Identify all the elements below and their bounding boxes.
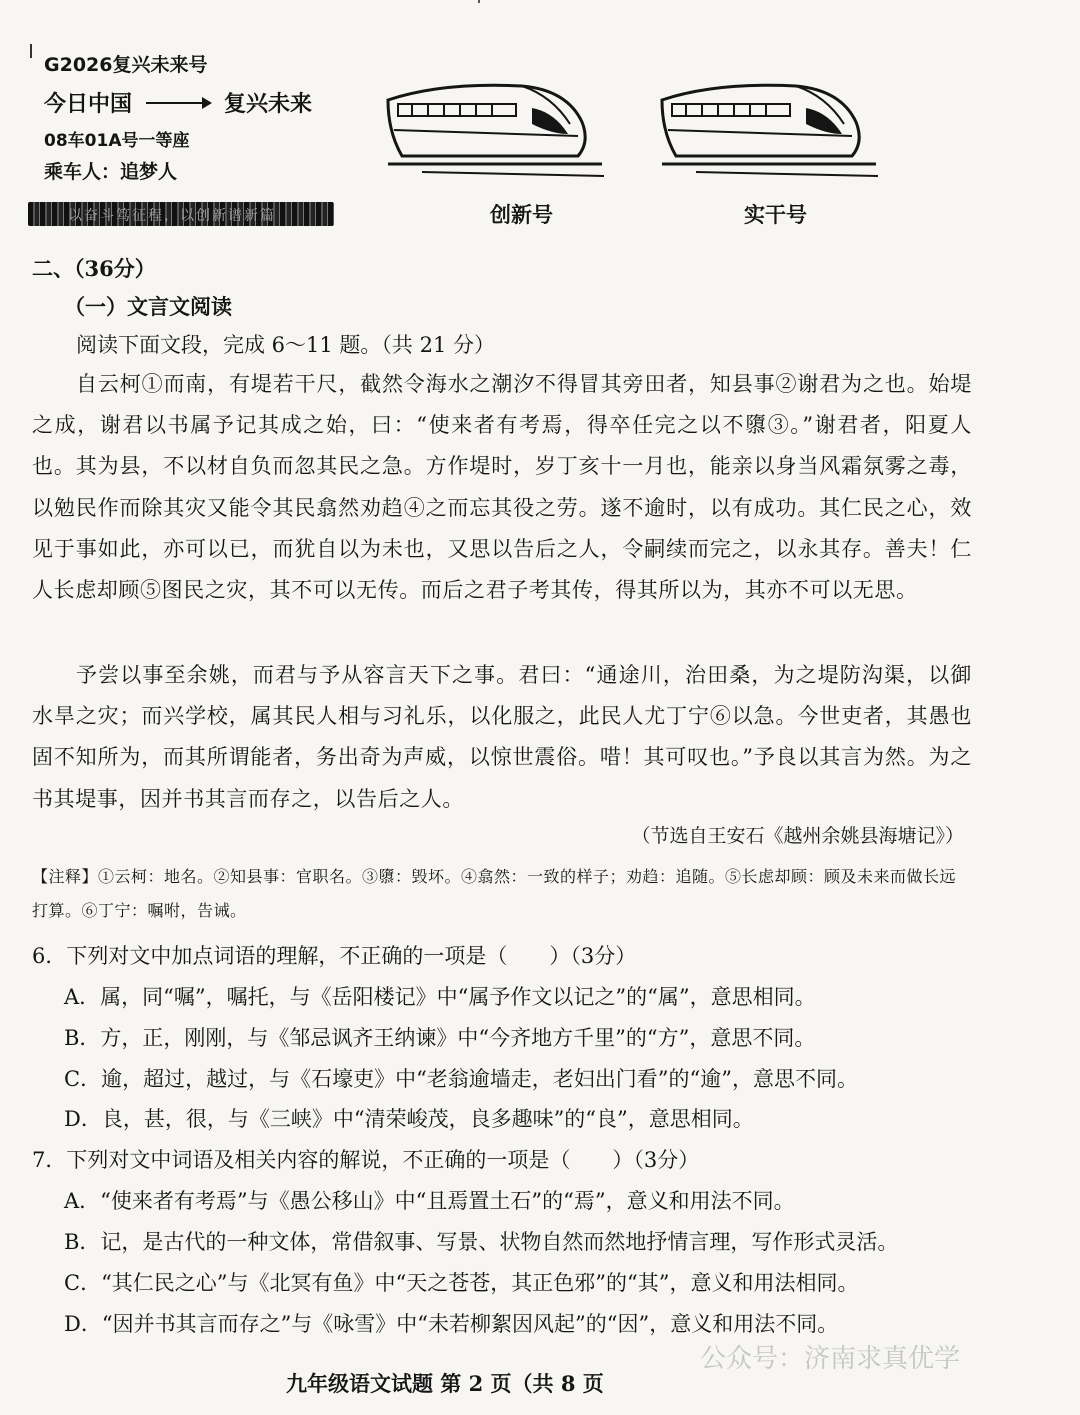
annotations: 【注释】①云柯：地名。②知县事：官职名。③隳：毁坏。④翕然：一致的样子；劝趋：追随。⑤长虑却顾：顾及未来而做长远打算。⑥丁宁：嘱咐，告诫。 <box>32 867 957 920</box>
passage-paragraph-1: 自云柯①而南，有堤若干尺，截然令海水之潮汐不得冒其旁田者，知县事②谢君为之也。始堤之成，谢君以书属予记其成之始，曰：“使来者有考焉，得卒任完之以不隳③。”谢君者，阳夏人也。其为县，不以材自负而忽其民之急。方作堤时，岁丁亥十一月也，能亲以身当风霜氛雾之毒，以勉民作而除其灾又能令其民翕然劝趋④之而忘其役之劳。遂不逾时，以有成功。其仁民之心，效见于事如此，亦可以已，而犹自以为未也，又思以告后之人，令嗣续而完之，以永其存。善夫！仁人长虑却顾⑤图民之灾，其不可以无传。而后之君子考其传，得其所以为，其亦不可以无思。 <box>32 372 972 603</box>
corner-mark <box>30 44 32 58</box>
section-title: 二、（36分） <box>32 256 156 281</box>
ticket-passenger: 乘车人：追梦人 <box>44 161 178 183</box>
subsection-title: （一）文言文阅读 <box>64 294 232 319</box>
question-7-stem: 7．下列对文中词语及相关内容的解说，不正确的一项是（ ）（3分） <box>32 1148 700 1172</box>
ticket-barcode <box>28 202 334 226</box>
ticket-seat: 08车01A号一等座 <box>44 131 190 151</box>
train-label: 实干号 <box>744 203 807 227</box>
train-icon <box>382 72 608 180</box>
question-6-option-d: D．良，甚，很，与《三峡》中“清荣峻茂，良多趣味”的“良”，意思相同。 <box>64 1107 754 1131</box>
ticket-block <box>44 50 312 184</box>
question-7-option-c: C．“其仁民之心”与《北冥有鱼》中“天之苍苍，其正色邪”的“其”，意义和用法相同。 <box>64 1271 859 1295</box>
question-6-stem: 6．下列对文中加点词语的理解，不正确的一项是（ ）（3分） <box>32 944 637 968</box>
question-7-option-d: D．“因并书其言而存之”与《咏雪》中“未若柳絮因风起”的“因”，意义和用法不同。 <box>64 1312 839 1336</box>
ticket-from: 今日中国 <box>44 92 133 117</box>
question-6-option-c: C．逾，超过，越过，与《石壕吏》中“老翁逾墙走，老妇出门看”的“逾”，意思不同。 <box>64 1067 859 1091</box>
passage-paragraph-2: 予尝以事至余姚，而君与予从容言天下之事。君曰：“通途川，治田桑，为之堤防沟渠，以御水旱之灾；而兴学校，属其民人相与习礼乐，以化服之，此民人尤丁宁⑥以急。今世吏者，其愚也固不知所为，而其所谓能者，务出奇为声威，以惊世震俗。唶！其可叹也。”予良以其言为然。为之书其堤事，因并书其言而存之，以告后之人。 <box>32 663 972 811</box>
passage-source: （节选自王安石《越州余姚县海塘记》） <box>631 825 964 847</box>
train-icon <box>656 72 882 180</box>
watermark: 公众号：济南求真优学 <box>700 1344 961 1374</box>
train-label: 创新号 <box>490 203 553 227</box>
ticket-route <box>44 87 312 118</box>
ticket-to: 复兴未来 <box>224 92 313 117</box>
ticket-train-no: G2026复兴未来号 <box>44 54 208 76</box>
barcode-text: 以奋斗笃征程，以创新谱新篇 <box>68 208 276 224</box>
question-6-option-a: A．属，同“嘱”，嘱托，与《岳阳楼记》中“属予作文以记之”的“属”，意思相同。 <box>64 985 816 1009</box>
instructions: 阅读下面文段，完成 6～11 题。（共 21 分） <box>76 333 496 357</box>
page-footer: 九年级语文试题 第 2 页（共 8 页 <box>286 1371 604 1396</box>
question-6-option-b: B．方，正，刚刚，与《邹忌讽齐王纳谏》中“今齐地方千里”的“方”，意思不同。 <box>64 1026 816 1050</box>
arrow-right-icon <box>146 102 210 104</box>
scan-speck <box>478 0 480 3</box>
question-7-option-a: A．“使来者有考焉”与《愚公移山》中“且焉置土石”的“焉”，意义和用法不同。 <box>64 1189 795 1213</box>
question-7-option-b: B．记，是古代的一种文体，常借叙事、写景、状物自然而然地抒情言理，写作形式灵活。 <box>64 1230 899 1254</box>
